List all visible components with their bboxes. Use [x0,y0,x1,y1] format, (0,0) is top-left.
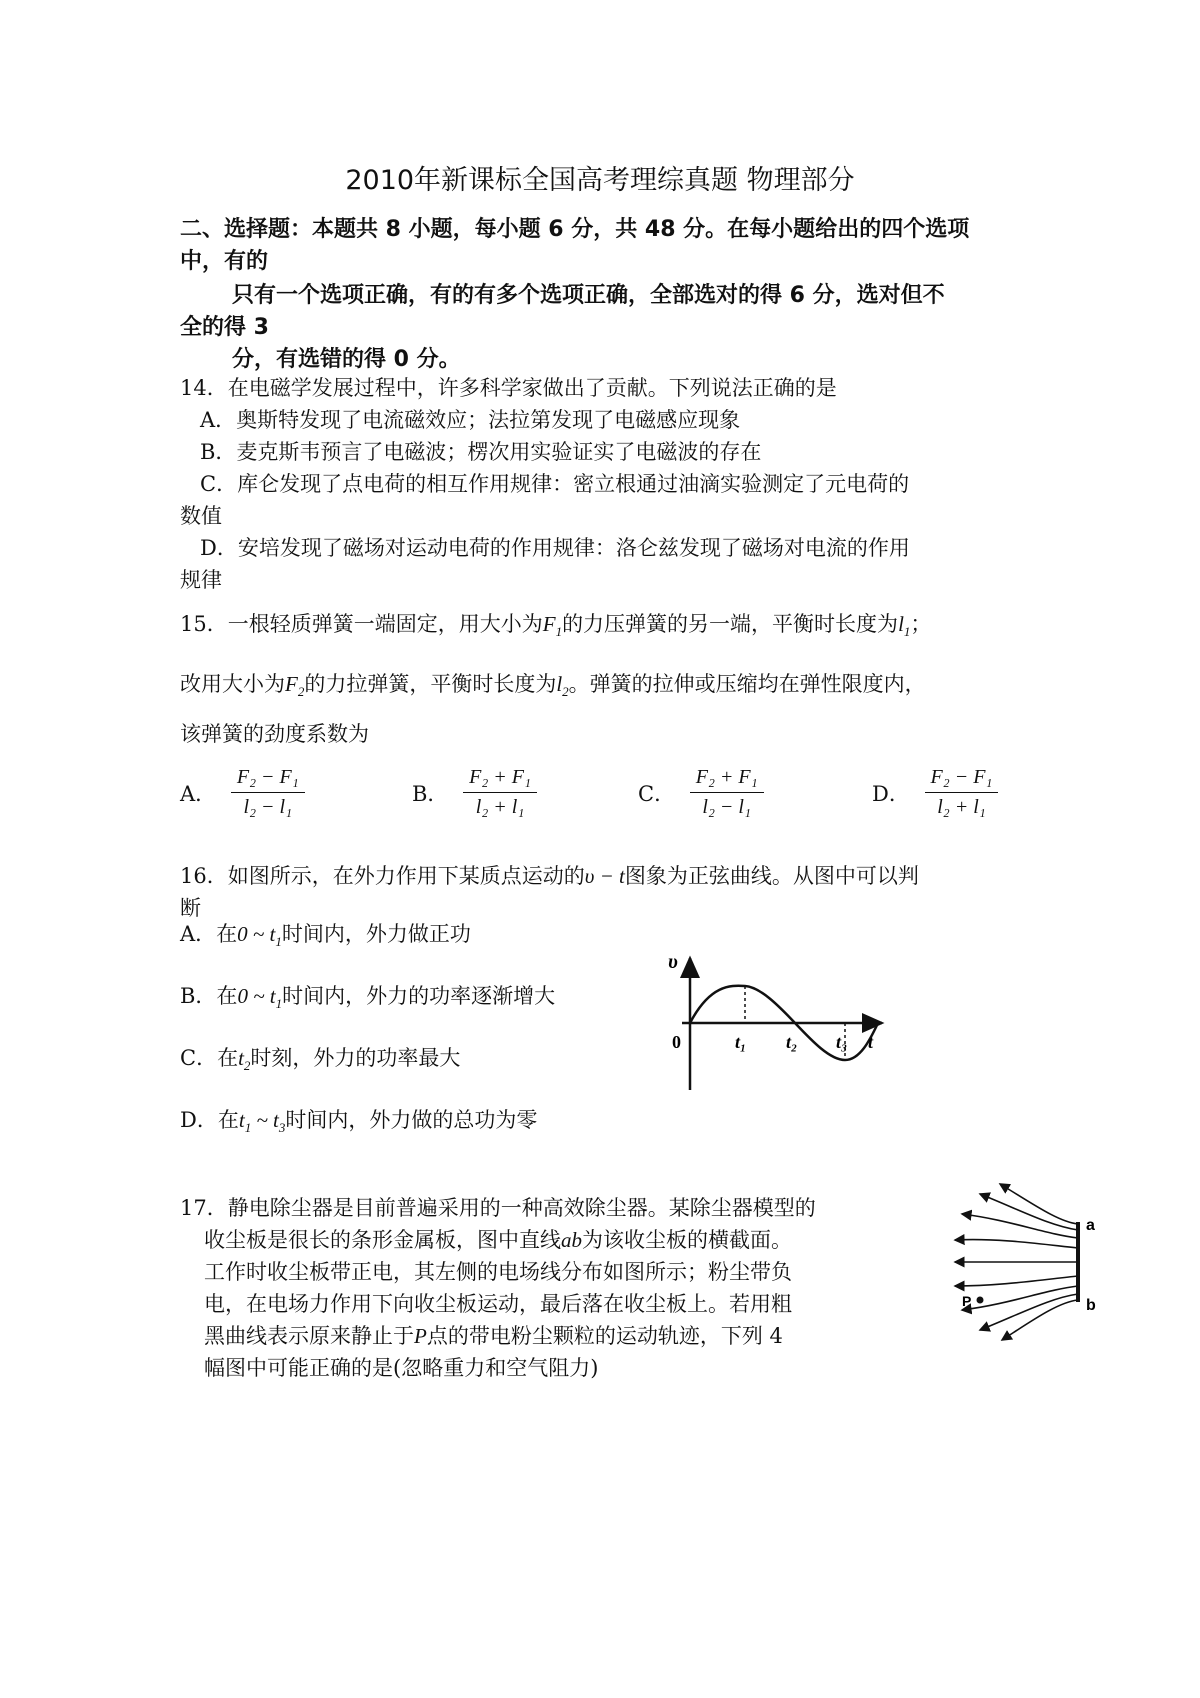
q17-line4: 电，在电场力作用下向收尘板运动，最后落在收尘板上。若用粗 [204,1292,792,1316]
option-label: A． [180,781,217,806]
opt-text: C．在 [180,1046,239,1070]
opt-sub: 1 [275,996,283,1012]
q16-option-a [180,918,471,950]
t-label: t [868,1032,874,1052]
q17-p: P [414,1324,427,1348]
q15-text: 15．一根轻质弹簧一端固定，用大小为 [180,612,543,636]
q17-text: 为该收尘板的横截面。 [582,1228,792,1252]
field-lines [955,1184,1078,1340]
q16-stem-line1 [180,860,919,890]
numerator: F₂ − F₁ [925,766,999,793]
q15-text: 的力拉弹簧，平衡时长度为 [304,672,557,696]
t3-label: t₃ [836,1032,848,1052]
opt-text: 时间内，外力做正功 [281,922,471,946]
q16-text: 16．如图所示，在外力作用下某质点运动的 [180,864,585,888]
q15-stem-line1 [180,608,931,640]
option-label: B． [412,781,449,806]
q17-text: 黑曲线表示原来静止于 [204,1324,414,1348]
opt-text: D．在 [180,1108,239,1132]
vt-graph [660,950,890,1095]
denominator: l₂ + l₁ [475,796,525,818]
q14-option-d-cont: 规律 [180,568,222,592]
q15-l1-sub: 1 [903,624,911,640]
b-label: b [1086,1297,1096,1314]
q15-text: 改用大小为 [180,672,285,696]
q17-line2 [204,1224,792,1254]
q16-option-c [180,1042,460,1074]
option-label: C． [638,781,676,806]
v-label: υ [668,951,678,973]
numerator: F₂ + F₁ [690,766,764,793]
q16-stem-line2: 断 [180,896,201,920]
field-line [955,1276,1078,1286]
opt-text: 时刻，外力的功率最大 [250,1046,461,1070]
opt-math: t [238,1046,244,1070]
opt-math: 0 ~ t [237,984,276,1008]
opt-sub: 1 [244,1120,252,1136]
option-label: D． [872,781,910,806]
q16-vt: υ − t [584,864,625,888]
q15-f2: F [285,672,298,696]
fraction [231,766,305,819]
field-line [955,1240,1078,1248]
q15-l1: l [898,612,904,636]
q15-text: ； [910,612,932,636]
q15-f1: F [542,612,556,636]
q17-line3: 工作时收尘板带正电，其左侧的电场线分布如图所示；粉尘带负 [204,1260,792,1284]
q15-stem-line3: 该弹簧的劲度系数为 [180,722,369,746]
q17-text: 点的带电粉尘颗粒的运动轨迹，下列 4 [426,1324,783,1348]
q15-text: 。弹簧的拉伸或压缩均在弹性限度内， [568,672,926,696]
q14-stem: 14．在电磁学发展过程中，许多科学家做出了贡献。下列说法正确的是 [180,376,837,400]
q15-stem-line2 [180,668,926,700]
field-line [1002,1300,1078,1340]
q14-option-c: C．库仑发现了点电荷的相互作用规律：密立根通过油滴实验测定了元电荷的 [200,472,910,496]
origin-label: 0 [672,1032,681,1052]
a-label: a [1086,1217,1095,1234]
q14-option-c-cont: 数值 [180,504,222,528]
q14-option-b: B．麦克斯韦预言了电磁波；楞次用实验证实了电磁波的存在 [200,440,762,464]
field-line [980,1194,1078,1230]
fraction [925,766,999,819]
q14-option-a: A．奥斯特发现了电流磁效应；法拉第发现了电磁感应现象 [200,408,741,432]
p-label: P [962,1293,972,1309]
q15-l2: l [556,672,563,696]
denominator: l₂ − l₁ [702,796,751,818]
numerator: F₂ − F₁ [231,766,305,793]
section-line-2: 中，有的 [180,249,269,274]
q17-ab: ab [561,1228,582,1252]
q16-option-d [180,1104,537,1136]
opt-sub: 3 [278,1120,286,1136]
section-line-5: 分，有选错的得 0 分。 [232,347,461,372]
q15-f1-sub: 1 [555,624,563,640]
q15-option-c [638,766,764,819]
opt-text: 时间内，外力的功率逐渐增大 [282,984,556,1008]
q16-option-b [180,980,555,1012]
section-line-4: 全的得 3 [180,315,269,340]
q15-option-b [412,766,537,819]
point-p [977,1297,984,1304]
q16-text: 图象为正弦曲线。从图中可以判 [624,864,919,888]
numerator: F₂ + F₁ [463,766,537,793]
fraction [463,766,537,819]
section-line-3: 只有一个选项正确，有的有多个选项正确，全部选对的得 6 分，选对但不 [232,283,945,308]
q15-f2-sub: 2 [297,684,305,700]
page-title: 2010年新课标全国高考理综真题 物理部分 [345,165,855,196]
q17-line6: 幅图中可能正确的是(忽略重力和空气阻力) [204,1356,599,1380]
q15-l2-sub: 2 [562,684,569,700]
field-line [980,1294,1078,1330]
denominator: l₂ + l₁ [937,796,986,818]
opt-sub: 1 [275,934,282,950]
opt-text: 时间内，外力做的总功为零 [285,1108,538,1132]
t1-label: t₁ [735,1032,747,1052]
field-diagram [950,1182,1125,1342]
q15-option-a [180,766,305,819]
q17-text: 收尘板是很长的条形金属板，图中直线 [204,1228,561,1252]
opt-math: ~ t [251,1108,279,1132]
section-line-1: 二、选择题：本题共 8 小题，每小题 6 分，共 48 分。在每小题给出的四个选项 [180,217,970,242]
opt-text: A．在 [180,922,238,946]
denominator: l₂ − l₁ [243,796,293,818]
opt-math: t [238,1108,245,1132]
fraction [690,766,764,819]
q17-line5 [204,1320,783,1350]
opt-sub: 2 [243,1058,251,1074]
q15-option-d [872,766,998,819]
q17-line1: 17．静电除尘器是目前普遍采用的一种高效除尘器。某除尘器模型的 [180,1196,816,1220]
t2-label: t₂ [786,1032,798,1052]
opt-math: 0 ~ t [237,922,276,946]
q15-text: 的力压弹簧的另一端，平衡时长度为 [562,612,899,636]
opt-text: B．在 [180,984,238,1008]
q14-option-d: D．安培发现了磁场对运动电荷的作用规律：洛仑兹发现了磁场对电流的作用 [200,536,910,560]
